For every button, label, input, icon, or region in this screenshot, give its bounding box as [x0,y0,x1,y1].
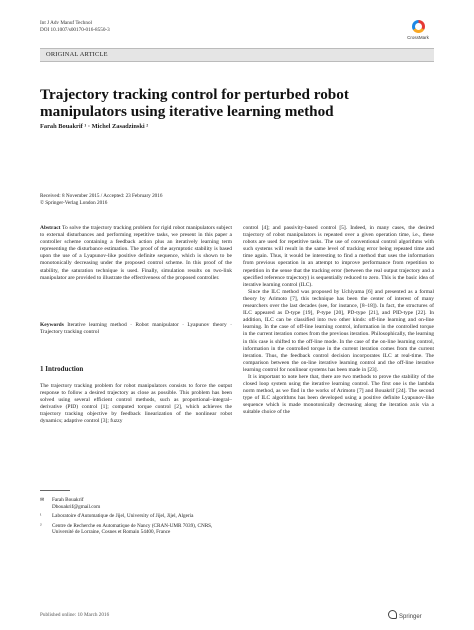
envelope-icon: ✉ [40,497,45,503]
intro-text [40,383,232,426]
right-paragraph-1: control [4]; and passivity-based control [5]. Indeed, in many cases, the desired trajectory of robot manipulators is repeated over a given operation time, i.e., these robots are used for repetitive tasks. The use of conventional control algorithms with such systems will result in the same level of tracking error being repeated time and time again. Thus, it would be interesting to find a method that uses the information from previous operation in an attempt to improve performance from repetition to repetition in the sense that the tracking error (between the real output trajectory and a specified reference trajectory) is sequentially reduced to zero. This is the basic idea of iterative learning control (ILC). [243,225,434,288]
abstract-text: To solve the trajectory tracking problem for rigid robot manipulators subject to external disturbances and performing repetitive tasks, we present in this paper a controller scheme containing a feedback action plus an iteratively learning term representing the disturbance estimation. The proof of the asymptotic stability is based upon the use of a Lyapunov-like positive definite sequence, which is shown to be monotonically decreasing under the proposed control scheme. In this proof of the stability, the saturation technique is used. Finally, simulation results on two-link manipulator are provided to illustrate the effectiveness of the proposed controller. [40,225,232,281]
affiliation-1-mark: ¹ [40,513,42,520]
journal-name: Int J Adv Manuf Technol [40,20,92,26]
article-type-bar [40,48,434,62]
paper-title: Trajectory tracking control for perturbed robot manipulators using iterative learning method [40,86,349,120]
abstract-label: Abstract [40,225,61,231]
received-dates: Received: 8 November 2015 / Accepted: 23 February 2016 [40,193,163,199]
right-column [243,225,434,417]
publisher-logo [388,610,422,620]
keywords-text: Iterative learning method · Robot manipulator · Lyapunov theory · Trajectory tracking control [40,322,232,336]
keywords [40,322,232,336]
author-email[interactable]: Dbouakrif@gmail.com [52,503,101,510]
published-online: Published online: 10 March 2016 [40,612,110,618]
abstract [40,225,232,282]
publisher-name: Springer [399,614,422,620]
affiliation-1-text: Laboratoire d'Automatique de Jijel, University of Jijel, Jijel, Algeria [52,513,194,520]
journal-info [40,20,110,33]
intro-paragraph: The trajectory tracking problem for robot manipulators consists to force the output response to follow a desired trajectory as close as possible. This problem has been solved using several efficient control methods, such as proportional–integral–derivative (PID) control [1]; computed torque control [2], which achieves the trajectory tracking objective by feedback linearization of the nonlinear robot dynamics; adaptive control [3]; fuzzy [40,383,232,425]
crossmark-badge[interactable] [400,20,436,44]
footnote-rule [40,490,70,491]
keywords-label: Keywords [40,322,64,328]
corresponding-author [40,497,232,510]
copyright: © Springer-Verlag London 2016 [40,199,108,206]
article-history [40,193,162,206]
doi[interactable]: DOI 10.1007/s00170-016-8550-3 [40,26,110,33]
affiliation-2 [40,523,232,536]
affiliation-2-text: Centre de Recherche en Automatique de Nancy (CRAN-UMR 7039), CNRS, Université de Lorraine, Cosnes et Romain 54400, France [52,522,213,536]
article-type: ORIGINAL ARTICLE [46,51,108,58]
affiliation-1 [40,513,232,520]
corresponding-name: Farah Bouakrif [52,497,84,503]
affiliation-2-mark: ² [40,522,42,529]
crossmark-icon [412,20,425,33]
crossmark-label: CrossMark [407,35,429,40]
section-heading: 1 Introduction [40,365,84,373]
right-paragraph-2: Since the ILC method was proposed by Uchiyama [6] and presented as a formal theory by Arimoto [7], this technique has been the center of interest of many researchers over the last decades (see, for instance, [8–18]). In fact, the structures of ILC appeared as D-type [19], P-type [20], PD-type [21], and PID-type [22]. In addition, ILC can be classified into two other kinds: off-line learning and on-line learning. In the case of off-line learning control, information in the controlled torque in the current iteration comes from the previous iteration. Philosophically, the learning in this case is shifted to the off-line mode. In the case of the on-line learning control, information in the controlled torque in the current iteration comes from the current iteration. Thus, the feedback control decision incorporates ILC at real-time. The comparison between the on-line iterative learning control and the off-line iterative learning control for nonlinear systems has been made in [23]. [243,288,434,373]
footnotes [40,497,232,539]
right-paragraph-3: It is important to note here that, there are two methods to prove the stability of the closed loop system using the iterative learning control. The first one is the lambda norm method, as we find in the works of Arimoto [7] and Bouakrif [24]. The second type of ILC algorithms has been developed using a positive definite Lyapunov-like sequence which is made monotonically decreasing along the iteration axis via a suitable choice of the [243,373,434,416]
springer-horse-icon [388,610,397,619]
authors: Farah Bouakrif ¹ · Michel Zasadzinski ² [40,123,149,130]
